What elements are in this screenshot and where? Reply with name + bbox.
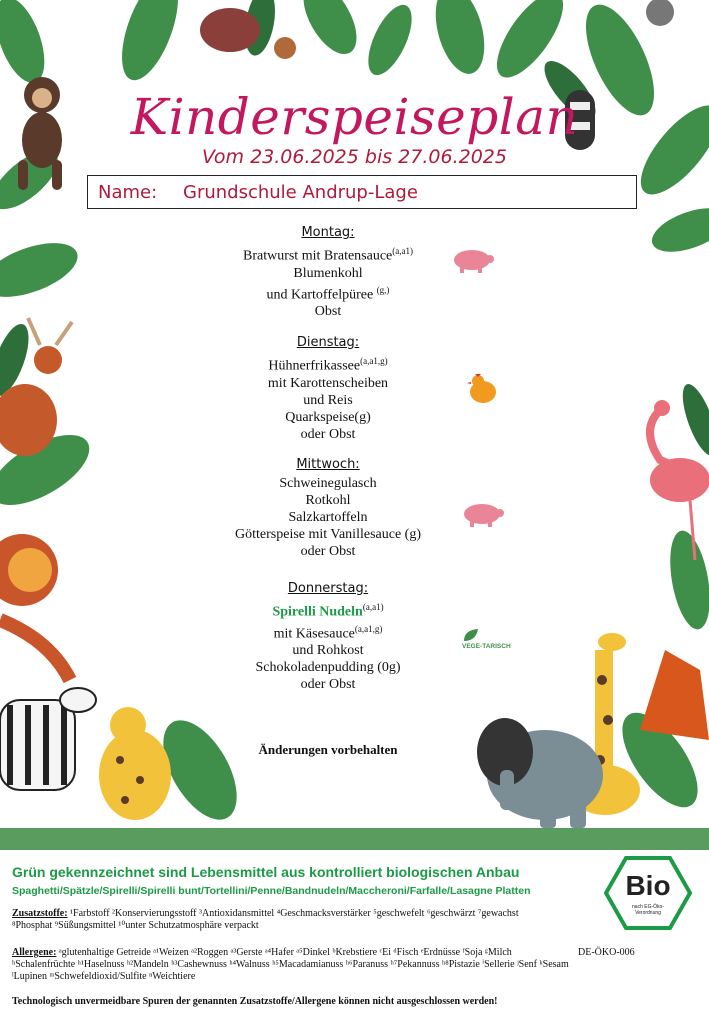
date-range: Vom 23.06.2025 bis 27.06.2025 (202, 146, 507, 168)
menu-line: Quarkspeise(g) (285, 409, 371, 425)
menu-line: mit Käsesauce$^{(a,a1,g)}$ (273, 623, 383, 642)
elephant-icon (477, 718, 603, 828)
cheetah-icon (99, 707, 171, 820)
bio-product-list: Spaghetti/Spätzle/Spirelli/Spirelli bunt/Tortellini/Penne/Bandnudeln/Maccheroni/Farfalle/Lasagne Platten (12, 885, 531, 897)
leaf-icon (111, 0, 190, 87)
allergens-legend: Allergene: ᵃglutenhaltige Getreide ᵃ¹Weizen ᵃ²Roggen ᵃ³Gerste ᵃ⁴Hafer ᵃ⁵Dinkel ᵇKrebstiere ᶜEi ᵈFisch ᵉErdnüsse ᶠSoja ᵍMilch ʰSchalenfrüchte ʰ¹Haselnuss ʰ²Mandeln ʰ³Cashewnuss ʰ⁴Walnuss ʰ⁵Macadamianuss ʰ⁶Paranuss ʰ⁷Pekannuss ʰ⁸Pistazie ⁱSellerie ʲSenf ᵏSesam ˡLupinen ᵐSchwefeldioxid/Sulfite ⁿWeichtiere (12, 947, 569, 982)
menu-line: und Reis (303, 392, 353, 408)
day-block-monday (0, 224, 656, 320)
additives-legend: Zusatzstoffe: ¹Farbstoff ²Konservierungsstoff ³Antioxidansmittel ⁴Geschmacksverstärker ⁵geschwefelt ⁶geschwärzt ⁷gewachst ⁸Phosphat ⁹Süßungsmittel ¹⁰unter Schutzatmosphäre verpackt (12, 908, 519, 931)
leaf-icon (427, 0, 493, 79)
name-label: Name: (98, 182, 158, 203)
leaf-icon (664, 528, 709, 633)
day-block-thursday (0, 580, 656, 693)
name-box (87, 175, 637, 209)
menu-line: oder Obst (300, 677, 356, 693)
menu-line: Schokoladenpudding (0g) (255, 660, 401, 676)
leaf-icon (293, 0, 368, 63)
menu-line: Bratwurst mit Bratensauce$^{(a,a1)}$ (242, 246, 414, 264)
day-heading: Mittwoch: (296, 457, 360, 472)
menu-line: oder Obst (300, 426, 356, 442)
day-block-wednesday (0, 456, 656, 560)
menu-line: Götterspeise mit Vanillesauce (g) (235, 527, 421, 542)
eco-code: DE-ÖKO-006 (578, 947, 635, 958)
menu-line: und Rohkost (292, 643, 364, 659)
menu-line: Obst (314, 304, 342, 320)
chicken-icon (466, 372, 500, 406)
footer-disclaimer: Technologisch unvermeidbare Spuren der genannten Zusatzstoffe/Allergene können nicht ausgeschlossen werden! (12, 996, 498, 1007)
day-block-tuesday (0, 334, 656, 443)
menu-line: Rotkohl (305, 493, 351, 508)
menu-line: Spirelli Nudeln$^{(a,a1)}$ (272, 602, 384, 620)
pig-icon (450, 246, 496, 274)
school-name: Grundschule Andrup-Lage (183, 182, 418, 203)
menu-line: oder Obst (300, 544, 356, 559)
monkey-icon (200, 8, 296, 59)
leaf-icon (0, 0, 54, 89)
day-heading: Montag: (301, 225, 355, 240)
menu-line: Schweinegulasch (279, 476, 377, 491)
day-heading: Dienstag: (296, 335, 360, 350)
vegetarian-icon: VEGE-TARISCH (462, 627, 512, 659)
bio-logo: Bio nach EG-Öko-Verordnung (604, 856, 692, 930)
menu-line: und Kartoffelpüree $^{(g,)}$ (266, 284, 390, 303)
page-title: Kinderspeiseplan (130, 88, 579, 146)
menu-line: Salzkartoffeln (288, 510, 368, 525)
leaf-icon (359, 0, 420, 81)
day-heading: Donnerstag: (287, 581, 369, 596)
zebra-icon (0, 688, 96, 790)
menu-line: Hühnerfrikassee$^{(a,a1,g)}$ (268, 356, 388, 374)
menu-line: mit Karottenscheiben (267, 375, 389, 391)
notice: Änderungen vorbehalten (258, 742, 398, 757)
pig-icon (460, 500, 506, 528)
bio-heading: Grün gekennzeichnet sind Lebensmittel aus kontrolliert biologischen Anbau (12, 864, 520, 880)
grass-strip (0, 828, 709, 850)
menu-line: Blumenkohl (293, 265, 363, 281)
